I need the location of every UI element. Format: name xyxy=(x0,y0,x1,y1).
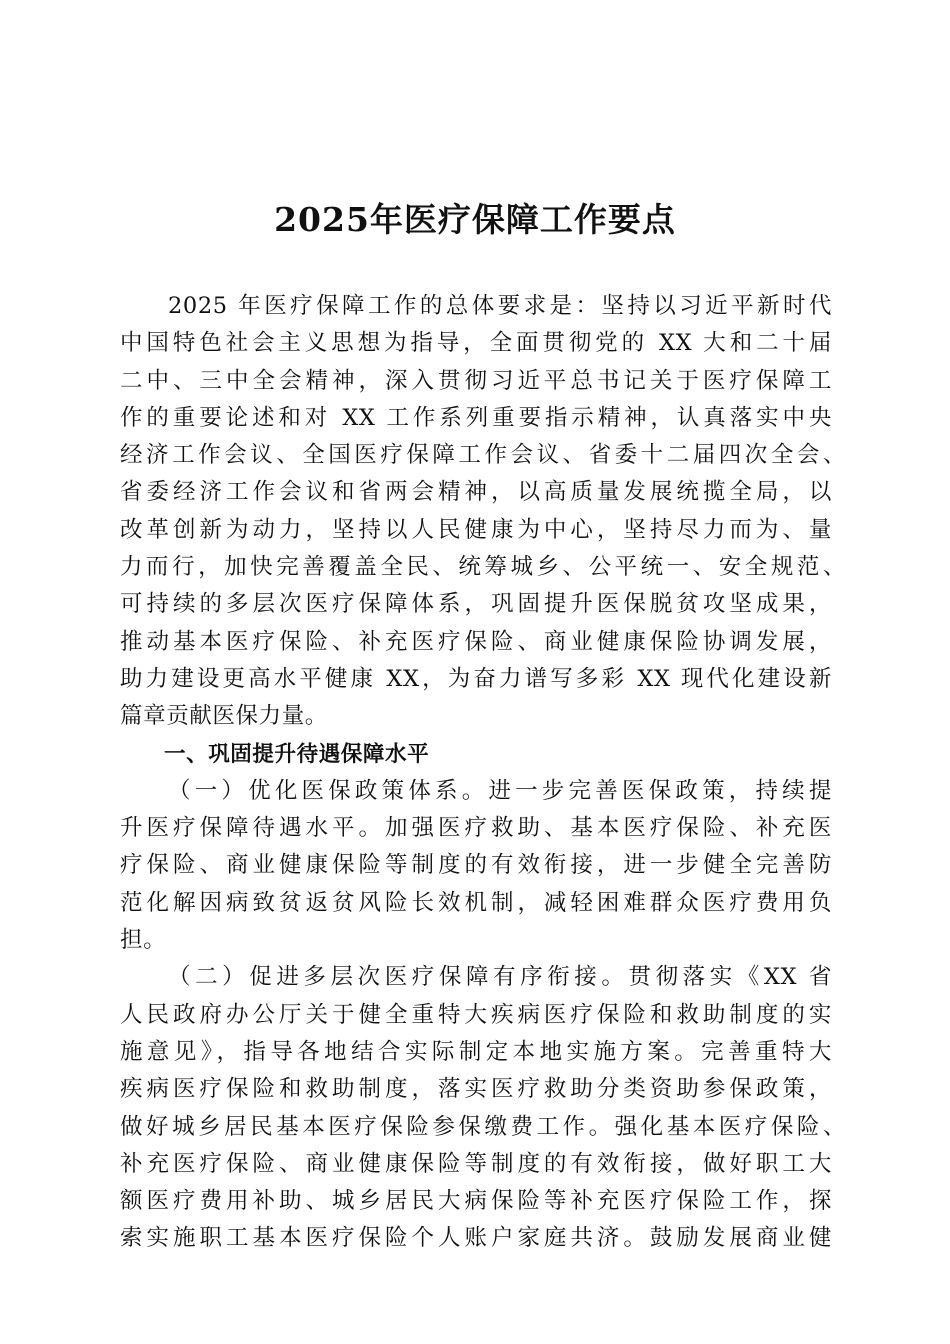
paragraph-line: 助力建设更高水平健康 XX，为奋力谱写多彩 XX 现代化建设新 xyxy=(120,665,832,692)
paragraph-line: 力而行，加快完善覆盖全民、统筹城乡、公平统一、安全规范、 xyxy=(120,554,846,581)
paragraph-line: 补充医疗保险、商业健康保险等制度的有效衔接，做好职工大 xyxy=(120,1150,832,1177)
paragraph-line: 升医疗保障待遇水平。加强医疗救助、基本医疗保险、补充医 xyxy=(120,815,832,842)
paragraph-line: （一）优化医保政策体系。进一步完善医保政策，持续提 xyxy=(168,777,832,804)
document-body xyxy=(120,288,846,1258)
paragraph-line: 改革创新为动力，坚持以人民健康为中心，坚持尽力而为、量 xyxy=(120,516,832,543)
document-title: 2025年医疗保障工作要点 xyxy=(274,200,676,239)
paragraph-line: 中国特色社会主义思想为指导，全面贯彻党的 XX 大和二十届 xyxy=(120,330,832,357)
paragraph-line: 疾病医疗保险和救助制度，落实医疗救助分类资助参保政策， xyxy=(120,1076,832,1103)
paragraph-line: 作的重要论述和对 XX 工作系列重要指示精神，认真落实中央 xyxy=(120,404,832,431)
paragraph-line: 省委经济工作会议和省两会精神，以高质量发展统揽全局，以 xyxy=(120,479,832,506)
paragraph-line: 人民政府办公厅关于健全重特大疾病医疗保险和救助制度的实 xyxy=(120,1001,832,1028)
section-heading: 一、巩固提升待遇保障水平 xyxy=(164,741,430,767)
paragraph-line: 推动基本医疗保险、补充医疗保险、商业健康保险协调发展， xyxy=(120,628,832,655)
paragraph-line: 可持续的多层次医疗保障体系，巩固提升医保脱贫攻坚成果， xyxy=(120,591,832,618)
paragraph-line: 篇章贡献医保力量。 xyxy=(120,703,328,730)
paragraph-line: （二）促进多层次医疗保障有序衔接。贯彻落实《XX 省 xyxy=(168,964,832,991)
paragraph-line: 额医疗费用补助、城乡居民大病保险等补充医疗保险工作，探 xyxy=(120,1188,832,1215)
paragraph-line: 担。 xyxy=(120,927,167,954)
paragraph-line: 经济工作会议、全国医疗保障工作会议、省委十二届四次全会、 xyxy=(120,442,846,469)
paragraph-line: 做好城乡居民基本医疗保险参保缴费工作。强化基本医疗保险、 xyxy=(120,1113,846,1140)
paragraph-line: 施意见》，指导各地结合实际制定本地实施方案。完善重特大 xyxy=(120,1038,832,1065)
paragraph-line: 范化解因病致贫返贫风险长效机制，减轻困难群众医疗费用负 xyxy=(120,889,832,916)
paragraph-line: 索实施职工基本医疗保险个人账户家庭共济。鼓励发展商业健 xyxy=(120,1225,832,1252)
paragraph-line: 二中、三中全会精神，深入贯彻习近平总书记关于医疗保障工 xyxy=(120,367,832,394)
paragraph-line: 疗保险、商业健康保险等制度的有效衔接，进一步健全完善防 xyxy=(120,852,832,879)
paragraph-line: 2025 年医疗保障工作的总体要求是：坚持以习近平新时代 xyxy=(168,293,832,319)
